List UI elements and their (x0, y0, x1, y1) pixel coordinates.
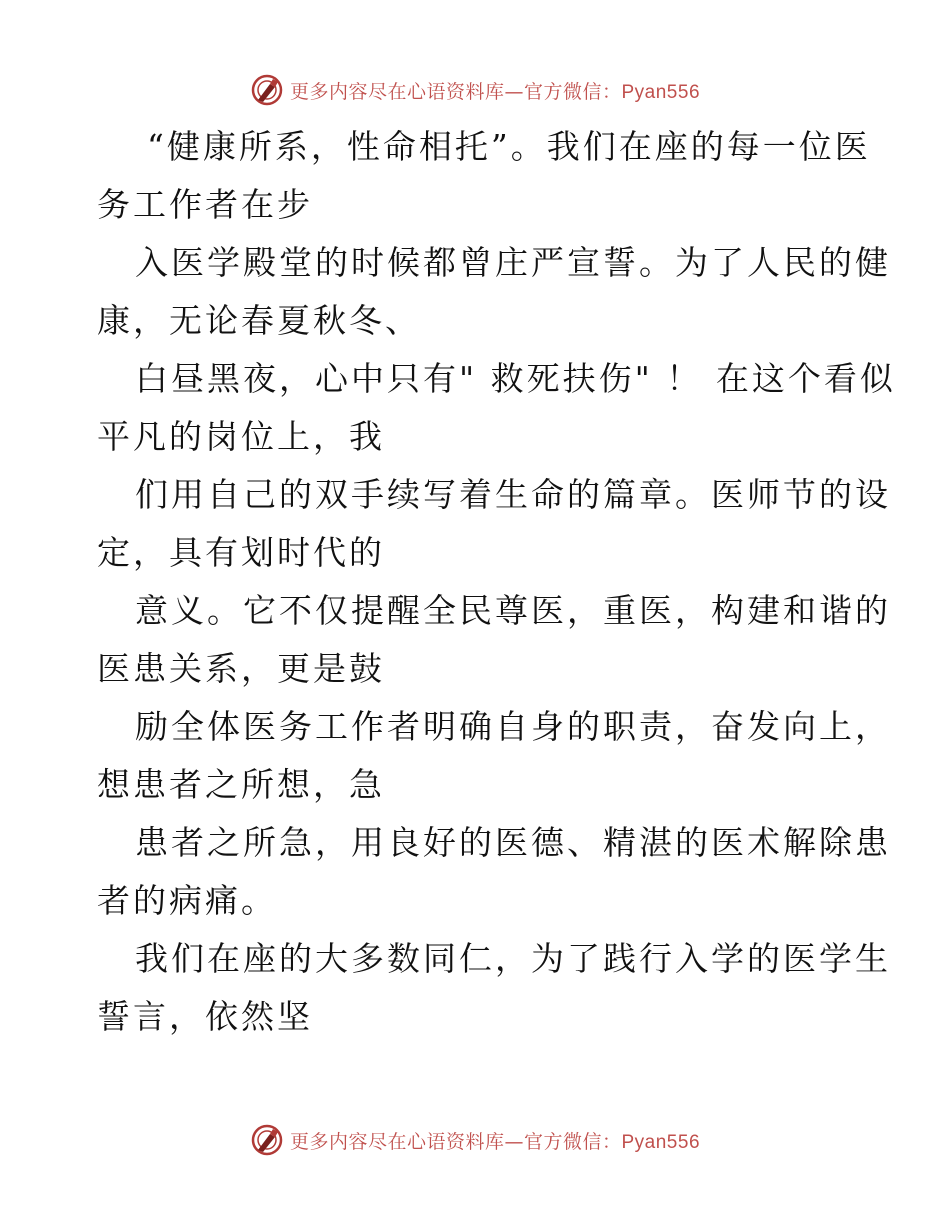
body-text (97, 118, 896, 1046)
paragraph-line: 患者之所急，用良好的医德、精湛的医术解除患 (135, 823, 891, 862)
paragraph-line: 励全体医务工作者明确自身的职责，奋发向上， (135, 707, 891, 746)
banner-text: 更多内容尽在心语资料库—官方微信：Pyan556 (289, 80, 701, 103)
footer-banner (0, 1120, 950, 1160)
pen-circle-logo-icon (250, 1123, 284, 1157)
paragraph-line: “健康所系，性命相托”。我们在座的每一位医 (147, 127, 871, 166)
paragraph-line: 平凡的岗位上，我 (97, 417, 385, 456)
paragraph-line: 康，无论春夏秋冬、 (97, 301, 421, 340)
paragraph-5 (97, 582, 891, 698)
paragraph-line: 入医学殿堂的时候都曾庄严宣誓。为了人民的健 (135, 243, 891, 282)
paragraph-line: 意义。它不仅提醒全民尊医，重医，构建和谐的 (135, 591, 891, 630)
paragraph-line: 定，具有划时代的 (97, 533, 385, 572)
paragraph-line: 医患关系，更是鼓 (97, 649, 385, 688)
paragraph-line: 我们在座的大多数同仁，为了践行入学的医学生 (135, 939, 891, 978)
paragraph-line: 誓言，依然坚 (97, 997, 313, 1036)
wechat-id: Pyan556 (621, 1131, 701, 1153)
paragraph-line: 者的病痛。 (97, 881, 277, 920)
paragraph-line: 们用自己的双手续写着生命的篇章。医师节的设 (135, 475, 891, 514)
paragraph-3 (97, 350, 896, 466)
paragraph-7 (97, 814, 891, 930)
paragraph-1 (97, 118, 871, 234)
wechat-id: Pyan556 (621, 81, 701, 103)
pen-circle-logo-icon (250, 73, 284, 107)
paragraph-6 (97, 698, 891, 814)
paragraph-line: 白昼黑夜，心中只有" 救死扶伤" ！ 在这个看似 (135, 359, 896, 398)
banner-text: 更多内容尽在心语资料库—官方微信：Pyan556 (289, 1130, 701, 1153)
paragraph-4 (97, 466, 891, 582)
paragraph-2 (97, 234, 891, 350)
paragraph-line: 务工作者在步 (97, 185, 313, 224)
paragraph-line: 想患者之所想，急 (97, 765, 385, 804)
paragraph-8 (97, 930, 891, 1046)
header-banner (0, 70, 950, 110)
